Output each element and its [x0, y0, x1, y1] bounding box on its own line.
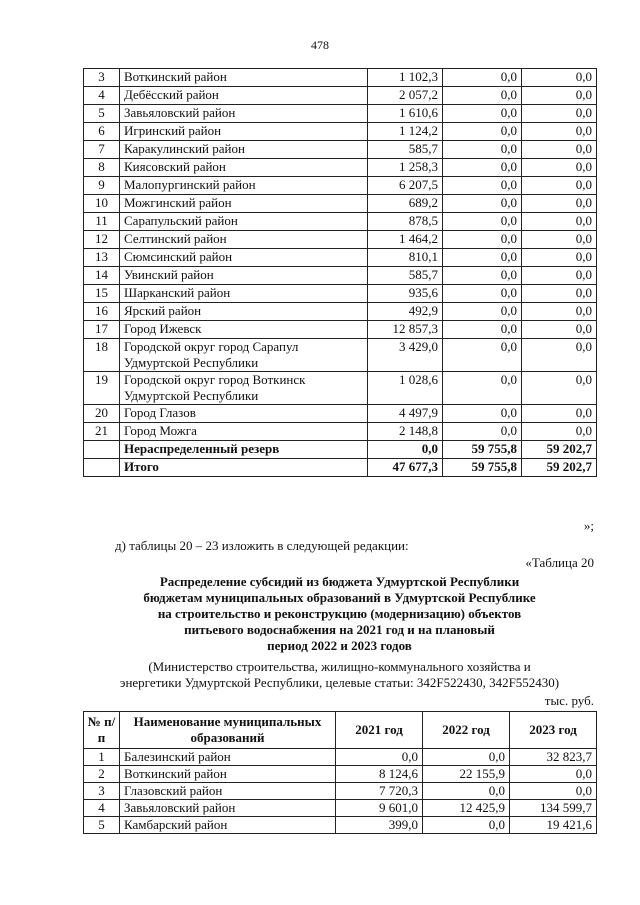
table-row [84, 195, 597, 213]
table-row [84, 267, 597, 285]
row-value-2023: 0,0 [522, 405, 597, 423]
table-20 [83, 711, 597, 834]
row-number: 13 [84, 249, 120, 267]
row-value-2021: 2 057,2 [368, 87, 443, 105]
row-value-2023: 0,0 [522, 303, 597, 321]
row-value-2023: 0,0 [522, 372, 597, 405]
row-number: 17 [84, 321, 120, 339]
row-name: Воткинский район [120, 69, 368, 87]
row-name: Камбарский район [120, 817, 336, 834]
row-value-2022: 0,0 [423, 783, 510, 800]
row-value-2023: 0,0 [522, 423, 597, 441]
row-name: Балезинский район [120, 749, 336, 766]
row-value-2023: 59 202,7 [522, 459, 597, 477]
row-name: Завьяловский район [120, 800, 336, 817]
row-value-2021: 585,7 [368, 267, 443, 285]
row-name: Малопургинский район [120, 177, 368, 195]
table-row [84, 405, 597, 423]
row-value-2021: 8 124,6 [336, 766, 423, 783]
title-line: период 2022 и 2023 годов [267, 638, 412, 653]
row-value-2022: 59 755,8 [443, 459, 522, 477]
row-name: Глазовский район [120, 783, 336, 800]
row-value-2023: 0,0 [522, 213, 597, 231]
table-row [84, 141, 597, 159]
row-number: 5 [84, 817, 120, 834]
row-value-2023: 0,0 [522, 105, 597, 123]
row-number: 4 [84, 87, 120, 105]
row-value-2022: 0,0 [423, 817, 510, 834]
row-value-2021: 585,7 [368, 141, 443, 159]
table-subtitle [83, 659, 596, 691]
row-value-2021: 935,6 [368, 285, 443, 303]
row-name: Город Можга [120, 423, 368, 441]
row-value-2022: 0,0 [443, 231, 522, 249]
row-number: 8 [84, 159, 120, 177]
row-value-2023: 134 599,7 [510, 800, 597, 817]
row-value-2022: 0,0 [443, 105, 522, 123]
row-value-2022: 0,0 [443, 141, 522, 159]
row-value-2021: 1 464,2 [368, 231, 443, 249]
row-value-2021: 47 677,3 [368, 459, 443, 477]
row-value-2021: 1 124,2 [368, 123, 443, 141]
row-name: Городской округ город Сарапул Удмуртской Республики [120, 339, 368, 372]
row-value-2021: 1 258,3 [368, 159, 443, 177]
row-value-2022: 0,0 [443, 267, 522, 285]
header-2021: 2021 год [336, 712, 423, 749]
row-value-2023: 0,0 [522, 249, 597, 267]
subtitle-line: энергетики Удмуртской Республики, целевые статьи: 342F522430, 342F552430) [119, 675, 560, 690]
row-value-2023: 0,0 [522, 231, 597, 249]
row-value-2022: 0,0 [443, 159, 522, 177]
row-number: 10 [84, 195, 120, 213]
row-value-2022: 0,0 [443, 177, 522, 195]
row-number: 12 [84, 231, 120, 249]
row-name: Киясовский район [120, 159, 368, 177]
table-row [84, 69, 597, 87]
header-2023: 2023 год [510, 712, 597, 749]
header-num: № п/п [84, 712, 120, 749]
row-name: Увинский район [120, 267, 368, 285]
row-value-2022: 12 425,9 [423, 800, 510, 817]
row-name: Игринский район [120, 123, 368, 141]
row-number: 14 [84, 267, 120, 285]
row-number: 5 [84, 105, 120, 123]
row-number: 6 [84, 123, 120, 141]
table-row [84, 800, 597, 817]
table-row [84, 766, 597, 783]
table-row [84, 159, 597, 177]
table-row [84, 459, 597, 477]
row-value-2022: 0,0 [443, 123, 522, 141]
table-header-row [84, 712, 597, 749]
row-value-2021: 9 601,0 [336, 800, 423, 817]
row-value-2022: 0,0 [443, 321, 522, 339]
row-value-2023: 59 202,7 [522, 441, 597, 459]
table-row [84, 177, 597, 195]
header-2022: 2022 год [423, 712, 510, 749]
row-value-2023: 0,0 [522, 123, 597, 141]
units-label: тыс. руб. [544, 693, 594, 708]
row-number: 4 [84, 800, 120, 817]
page-number: 478 [311, 38, 329, 52]
row-value-2022: 0,0 [443, 423, 522, 441]
row-value-2022: 0,0 [443, 372, 522, 405]
row-value-2022: 0,0 [423, 749, 510, 766]
table-row [84, 105, 597, 123]
table-row [84, 372, 597, 405]
row-value-2022: 0,0 [443, 213, 522, 231]
row-value-2021: 12 857,3 [368, 321, 443, 339]
row-value-2022: 0,0 [443, 405, 522, 423]
row-value-2022: 0,0 [443, 249, 522, 267]
row-value-2021: 6 207,5 [368, 177, 443, 195]
row-value-2023: 0,0 [522, 69, 597, 87]
row-number: 2 [84, 766, 120, 783]
row-value-2022: 0,0 [443, 87, 522, 105]
row-value-2023: 0,0 [522, 87, 597, 105]
row-value-2021: 1 610,6 [368, 105, 443, 123]
table-row [84, 123, 597, 141]
row-value-2022: 0,0 [443, 303, 522, 321]
table-row [84, 817, 597, 834]
row-number: 1 [84, 749, 120, 766]
row-value-2023: 0,0 [522, 339, 597, 372]
row-number [84, 459, 120, 477]
row-number: 16 [84, 303, 120, 321]
row-value-2023: 0,0 [522, 285, 597, 303]
row-name: Можгинский район [120, 195, 368, 213]
row-value-2021: 0,0 [368, 441, 443, 459]
row-value-2021: 0,0 [336, 749, 423, 766]
row-number: 9 [84, 177, 120, 195]
row-value-2022: 0,0 [443, 285, 522, 303]
row-value-2023: 0,0 [522, 195, 597, 213]
row-number: 3 [84, 783, 120, 800]
row-name: Сарапульский район [120, 213, 368, 231]
row-value-2023: 0,0 [522, 159, 597, 177]
table-row [84, 321, 597, 339]
row-value-2021: 4 497,9 [368, 405, 443, 423]
header-name: Наименование муниципальных образований [120, 712, 336, 749]
row-name: Ярский район [120, 303, 368, 321]
row-name: Завьяловский район [120, 105, 368, 123]
row-number: 7 [84, 141, 120, 159]
row-value-2021: 2 148,8 [368, 423, 443, 441]
row-value-2022: 0,0 [443, 339, 522, 372]
row-number [84, 441, 120, 459]
row-value-2023: 0,0 [522, 177, 597, 195]
row-name: Дебёсский район [120, 87, 368, 105]
row-number: 21 [84, 423, 120, 441]
row-name: Воткинский район [120, 766, 336, 783]
title-line: Распределение субсидий из бюджета Удмуртской Республики [159, 574, 520, 589]
row-value-2021: 689,2 [368, 195, 443, 213]
row-name: Каракулинский район [120, 141, 368, 159]
row-value-2021: 810,1 [368, 249, 443, 267]
row-value-2021: 3 429,0 [368, 339, 443, 372]
row-number: 18 [84, 339, 120, 372]
row-value-2022: 22 155,9 [423, 766, 510, 783]
closing-quote: »; [583, 518, 594, 533]
table-row [84, 749, 597, 766]
row-value-2023: 0,0 [510, 783, 597, 800]
row-name: Сюмсинский район [120, 249, 368, 267]
amendment-paragraph: д) таблицы 20 – 23 изложить в следующей редакции: [115, 538, 409, 553]
row-number: 20 [84, 405, 120, 423]
row-name: Шарканский район [120, 285, 368, 303]
row-name: Город Ижевск [120, 321, 368, 339]
row-number: 15 [84, 285, 120, 303]
row-value-2021: 492,9 [368, 303, 443, 321]
table-title [83, 574, 596, 654]
table-row [84, 423, 597, 441]
table-reference: «Таблица 20 [525, 555, 594, 570]
row-value-2023: 32 823,7 [510, 749, 597, 766]
row-value-2021: 878,5 [368, 213, 443, 231]
row-name: Городской округ город Воткинск Удмуртской Республики [120, 372, 368, 405]
title-line: бюджетам муниципальных образований в Удмуртской Республике [143, 590, 536, 605]
table-row [84, 783, 597, 800]
table-row [84, 303, 597, 321]
table-row [84, 87, 597, 105]
row-number: 19 [84, 372, 120, 405]
row-value-2023: 0,0 [510, 766, 597, 783]
row-value-2021: 399,0 [336, 817, 423, 834]
row-name: Город Глазов [120, 405, 368, 423]
subtitle-line: (Министерство строительства, жилищно-коммунального хозяйства и [148, 659, 531, 674]
row-value-2023: 0,0 [522, 141, 597, 159]
table-row [84, 285, 597, 303]
row-value-2021: 1 028,6 [368, 372, 443, 405]
row-value-2023: 0,0 [522, 321, 597, 339]
row-number: 11 [84, 213, 120, 231]
title-line: на строительство и реконструкцию (модернизацию) объектов [157, 606, 522, 621]
table-row [84, 213, 597, 231]
title-line: питьевого водоснабжения на 2021 год и на плановый [184, 622, 495, 637]
table-row [84, 249, 597, 267]
row-value-2021: 1 102,3 [368, 69, 443, 87]
row-value-2023: 19 421,6 [510, 817, 597, 834]
table-row [84, 441, 597, 459]
row-name: Селтинский район [120, 231, 368, 249]
row-value-2023: 0,0 [522, 267, 597, 285]
row-value-2022: 0,0 [443, 69, 522, 87]
row-value-2021: 7 720,3 [336, 783, 423, 800]
row-value-2022: 59 755,8 [443, 441, 522, 459]
row-name: Итого [120, 459, 368, 477]
table-row [84, 339, 597, 372]
table-row [84, 231, 597, 249]
row-value-2022: 0,0 [443, 195, 522, 213]
row-number: 3 [84, 69, 120, 87]
table-continuation [83, 68, 597, 477]
row-name: Нераспределенный резерв [120, 441, 368, 459]
